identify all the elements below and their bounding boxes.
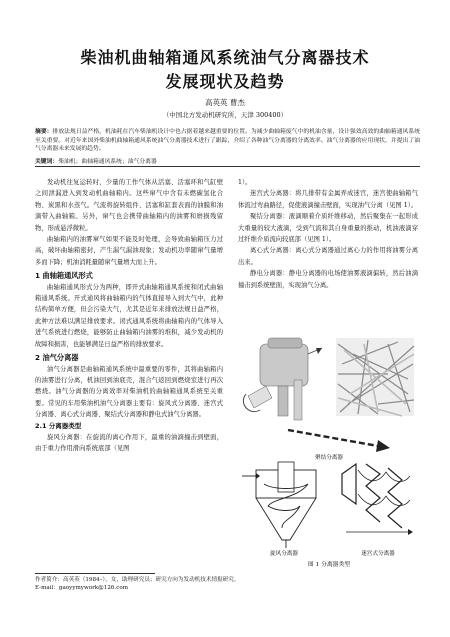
coalescing-separator-diagram	[243, 338, 322, 420]
flow-arrows	[288, 430, 390, 452]
header-rule	[35, 166, 420, 167]
paragraph: 发动机往复运转时，少量的工作气体从活塞、活塞环和气缸壁之间泄漏进入到发动机曲轴箱内。这些窜气中含有未燃碳氢化合物、炭黑和水蒸气。气流将旋转组件、活塞和缸套表面的油膜和油滴带入曲轴箱。另外，窜气也会携带曲轴箱内的油雾和磨损残留物，形成悬浮微粒。	[35, 179, 223, 232]
cyclone-separator-diagram	[242, 462, 316, 548]
author-email: E-mail：gaoyymywork@126.com	[35, 585, 129, 591]
label-cyclone: 旋风分离器	[270, 551, 298, 557]
label-labyrinth: 迷宫式分离器	[361, 551, 395, 557]
labyrinth-separator-diagram	[342, 464, 413, 535]
paragraph: 聚结分离器：液滴顺着介质纤维移动，然后聚集在一起形成大重量的较大液滴，受到气流和其自身重量的推动，机油液滴穿过纤维介质流向较底部（见图 1）。	[238, 213, 418, 244]
subsection-heading: 2.1 分离器类型	[35, 421, 82, 430]
paragraph: 旋风分离器：在旋流的离心作用下，最重的油滴撞击到壁面，由于重力作用滑向系统底部（见图	[35, 433, 223, 453]
affiliation: （中国北方发动机研究所，天津 300400）	[162, 111, 288, 119]
paragraph: 1）。	[238, 179, 252, 186]
paragraph: 迷宫式分离器：将几排带有金属弄成迷宫，迷宫使曲轴箱气体流过弯曲路径，促使液滴撞击壁面，实现油气分离（见图 1）。	[238, 190, 418, 209]
abstract-label: 摘要：	[35, 129, 53, 135]
keywords-label: 关键词：	[35, 159, 59, 165]
author-bio: 作者简介：高英英（1984–），女，助理研究员；研究方向为发动机技术情报研究。	[35, 577, 240, 583]
keywords	[35, 156, 420, 165]
section-heading: 1 曲轴箱通风形式	[35, 271, 93, 281]
right-column	[238, 177, 418, 291]
fiber-media-texture	[336, 338, 414, 416]
paragraph: 曲轴箱内的油雾窜气如果不能及时处理，会导致曲轴箱压力过高，破坏曲轴箱密封，产生漏气漏油现象；发动机功率随窜气量增多而下降；机油消耗量随窜气量增大而上升。	[35, 236, 223, 266]
authors: 高英英 曹杰	[205, 98, 245, 107]
abstract-text: 排放法规日益严格，机油耗在汽车柴油机设计中也占据着越来越重要的位置。为减少曲轴箱废气中的机油含量，设计强效高效的曲轴箱通风系统至关重要。对近年来国外柴油机曲轴箱通风系统油气分离器技术进行了跟踪，介绍了各种油气分离器的分离效率、油气分离器的应用现状，并提出了油气分离器未来发展的趋势。	[35, 129, 420, 153]
footnote-rule	[35, 573, 155, 574]
paragraph: 曲轴箱通风形式分为两种，即开式曲轴箱通风系统和闭式曲轴箱通风系统。开式通风将曲轴箱内的气体直接导入到大气中，此种结构简单方便，但会污染大气，尤其是近年来排放法规日益严格，此种方法难以满足排放要求。闭式通风系统将曲轴箱内的气体导入进气系统进行燃烧，能够防止曲轴箱内油雾的堆积，减少发动机的故障和损害，也能够满足日益严格的排放要求。	[35, 283, 223, 348]
paragraph: 油气分离器是曲轴箱通风系统中最重要的零件，其将曲轴箱内的油雾进行分离，机油回到油底壳，混合气返回到燃烧室进行再次燃烧。油气分离器的分离效率对柴油机的曲轴箱通风系统至关重要。常见的车用柴油机油气分离器主要有：旋风式分离器、迷宫式分离器、离心式分离器、聚结式分离器和静电式油气分离器。	[35, 365, 223, 419]
section-heading: 2 油气分离器	[35, 353, 79, 363]
keywords-text: 柴油机；曲轴箱通风系统；油气分离器	[58, 159, 157, 165]
abstract	[35, 128, 420, 154]
paragraph: 静电分离器：静电分离器的电场使油雾液滴偏转，然后油滴撞击到系统壁面，实现油气分离。	[238, 270, 418, 289]
paper-title-line2: 发展现状及趋势	[165, 72, 285, 91]
left-column	[35, 177, 223, 455]
figure-caption: 图 1 分离器类型	[307, 562, 351, 568]
label-coalescing: 聚结分离器	[315, 455, 343, 461]
footnote	[35, 576, 420, 592]
paper-title-line1: 柴油机曲轴箱通风系统油气分离器技术	[80, 48, 370, 67]
paragraph: 离心式分离器：离心式分离器通过离心力的作用将油雾分离出来。	[238, 247, 418, 266]
figure-separator-types	[238, 334, 420, 569]
